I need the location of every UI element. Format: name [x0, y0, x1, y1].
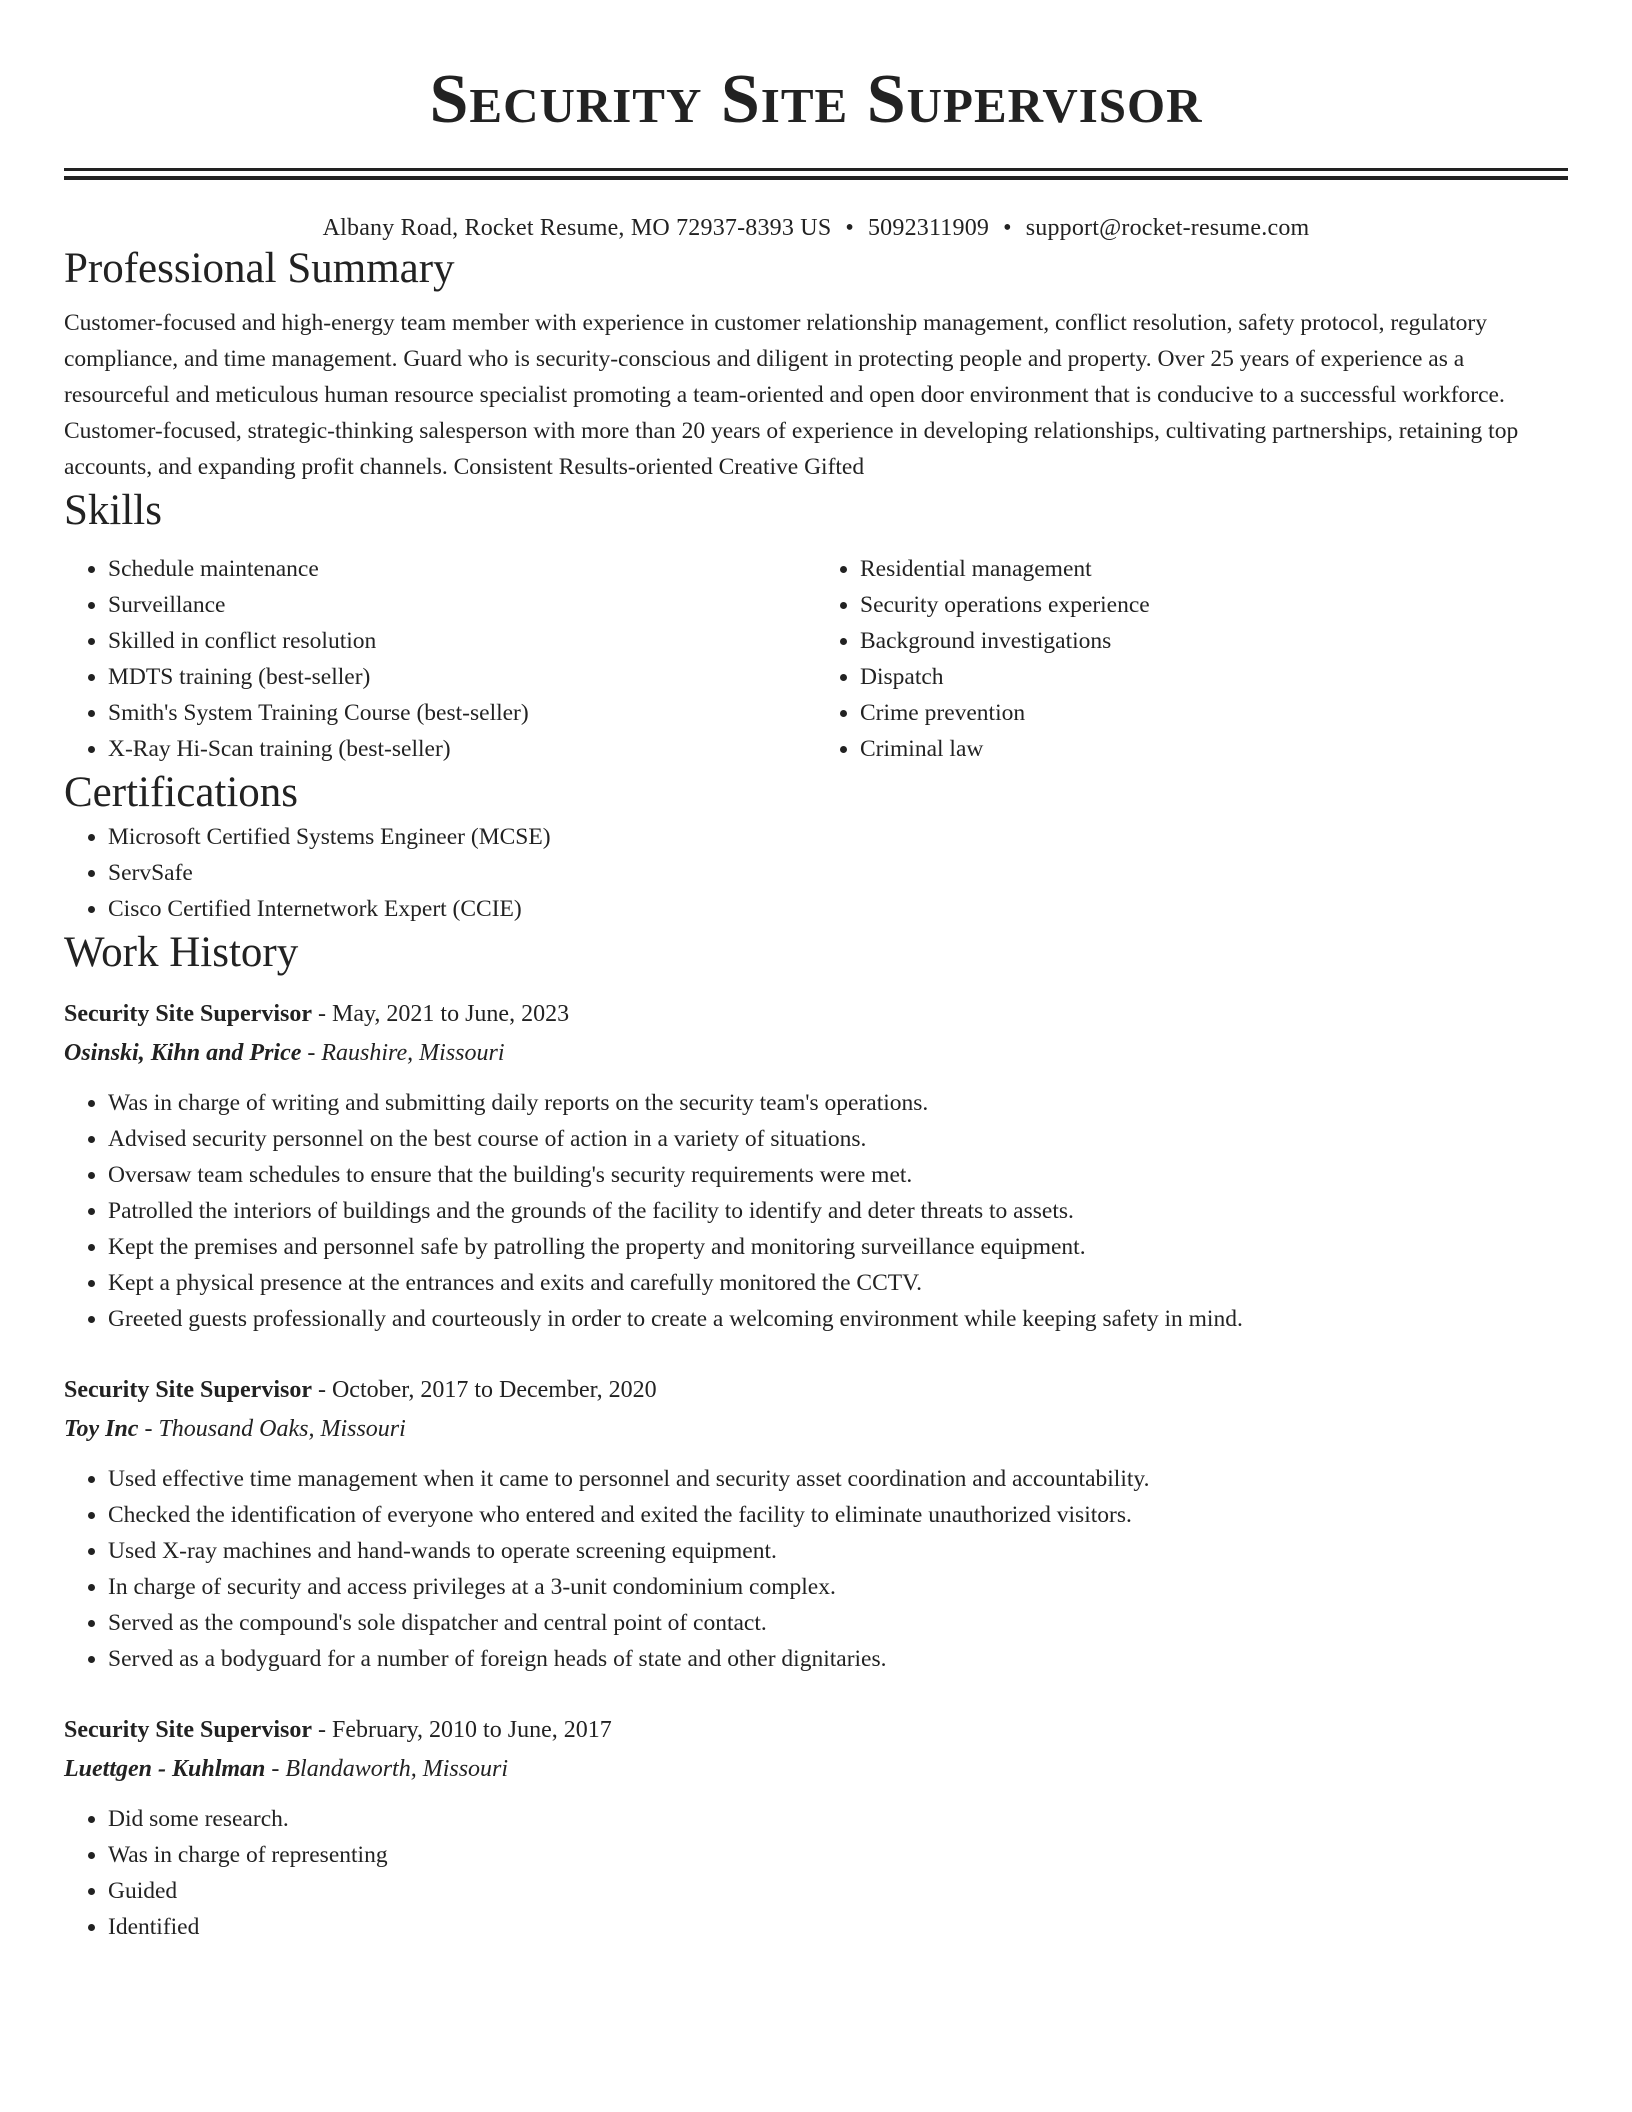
skill-item: • Schedule maintenance [108, 551, 816, 587]
job-duty: • Advised security personnel on the best course of action in a variety of situations. [108, 1121, 1568, 1157]
job-duty: • Patrolled the interiors of buildings and the grounds of the facility to identify and deter threats to assets. [108, 1193, 1568, 1229]
job-duty: • Oversaw team schedules to ensure that the building's security requirements were met. [108, 1157, 1568, 1193]
job-dates: - May, 2021 to June, 2023 [317, 1001, 570, 1027]
job-duty: • In charge of security and access privileges at a 3-unit condominium complex. [108, 1569, 1568, 1605]
job-dates: - February, 2010 to June, 2017 [317, 1717, 612, 1743]
job-entry [64, 1711, 1568, 1945]
summary-text: Customer-focused and high-energy team member with experience in customer relationship management, conflict resolution, safety protocol, regulatory compliance, and time management. Guard who is security-conscious and diligent in protecting people and property. Over 25 years of experience as a resourceful and meticulous human resource specialist promoting a team-oriented and open door environment that is conducive to a successful workforce. Customer-focused, strategic-thinking salesperson with more than 20 years of experience in developing relationships, cultivating partnerships, retaining top accounts, and expanding profit channels. Consistent Results-oriented Creative Gifted [64, 310, 1519, 480]
job-title: Security Site Supervisor [64, 1377, 312, 1403]
skill-item: • Smith's System Training Course (best-seller) [108, 695, 816, 731]
contact-separator: • [1003, 215, 1012, 241]
job-location: - Thousand Oaks, Missouri [144, 1416, 406, 1442]
job-duty: • Checked the identification of everyone who entered and exited the facility to eliminate unauthorized visitors. [108, 1497, 1568, 1533]
skill-item: • Skilled in conflict resolution [108, 623, 816, 659]
job-duty: • Used X-ray machines and hand-wands to operate screening equipment. [108, 1533, 1568, 1569]
job-duties-list [64, 1461, 1568, 1677]
job-duty: • Used effective time management when it came to personnel and security asset coordination and accountability. [108, 1461, 1568, 1497]
skills-list-left [64, 551, 816, 767]
job-duty: • Served as the compound's sole dispatcher and central point of contact. [108, 1605, 1568, 1641]
work-history-heading: Work History [64, 929, 299, 976]
skill-item: • X-Ray Hi-Scan training (best-seller) [108, 731, 816, 767]
skills-grid [64, 551, 1568, 767]
skill-item: • Background investigations [860, 623, 1568, 659]
contact-email: support@rocket-resume.com [1025, 215, 1310, 241]
job-location: - Raushire, Missouri [307, 1040, 505, 1066]
skills-heading: Skills [64, 487, 162, 534]
job-company: Luettgen - Kuhlman [64, 1756, 266, 1782]
job-entry [64, 995, 1568, 1337]
job-title-line [64, 1711, 1568, 1749]
skill-item: • MDTS training (best-seller) [108, 659, 816, 695]
job-entry [64, 1371, 1568, 1677]
skill-item: • Surveillance [108, 587, 816, 623]
job-company: Toy Inc [64, 1416, 139, 1442]
skill-item: • Security operations experience [860, 587, 1568, 623]
skill-item: • Crime prevention [860, 695, 1568, 731]
job-duty: • Greeted guests professionally and courteously in order to create a welcoming environment while keeping safety in mind. [108, 1301, 1568, 1337]
job-company-line [64, 1749, 1568, 1789]
job-location: - Blandaworth, Missouri [271, 1756, 509, 1782]
job-title: Security Site Supervisor [64, 1001, 312, 1027]
contact-separator: • [845, 215, 854, 241]
job-duty: • Kept the premises and personnel safe by patrolling the property and monitoring surveillance equipment. [108, 1229, 1568, 1265]
certifications-list [64, 819, 1568, 927]
job-dates: - October, 2017 to December, 2020 [317, 1377, 657, 1403]
certifications-heading: Certifications [64, 769, 299, 816]
skill-item: • Criminal law [860, 731, 1568, 767]
job-title-line [64, 995, 1568, 1033]
job-title-line [64, 1371, 1568, 1409]
skill-item: • Dispatch [860, 659, 1568, 695]
resume-title: Security Site Supervisor [429, 61, 1203, 138]
certification-item: • ServSafe [108, 855, 1568, 891]
job-duty: • Was in charge of representing [108, 1837, 1568, 1873]
summary-heading: Professional Summary [64, 245, 455, 292]
job-duty: • Identified [108, 1909, 1568, 1945]
job-company: Osinski, Kihn and Price [64, 1040, 302, 1066]
certification-item: • Cisco Certified Internetwork Expert (CCIE) [108, 891, 1568, 927]
contact-line [64, 213, 1568, 243]
job-company-line [64, 1409, 1568, 1449]
job-duty: • Guided [108, 1873, 1568, 1909]
job-duties-list [64, 1085, 1568, 1337]
certification-item: • Microsoft Certified Systems Engineer (MCSE) [108, 819, 1568, 855]
resume-page [64, 0, 1568, 1945]
skills-list-right [816, 551, 1568, 767]
job-duty: • Served as a bodyguard for a number of foreign heads of state and other dignitaries. [108, 1641, 1568, 1677]
contact-phone: 5092311909 [867, 215, 990, 241]
job-company-line [64, 1033, 1568, 1073]
job-duties-list [64, 1801, 1568, 1945]
contact-address: Albany Road, Rocket Resume, MO 72937-8393 US [322, 215, 832, 241]
skill-item: • Residential management [860, 551, 1568, 587]
job-duty: • Kept a physical presence at the entrances and exits and carefully monitored the CCTV. [108, 1265, 1568, 1301]
title-divider [64, 168, 1568, 180]
job-title: Security Site Supervisor [64, 1717, 312, 1743]
job-duty: • Did some research. [108, 1801, 1568, 1837]
job-duty: • Was in charge of writing and submitting daily reports on the security team's operations. [108, 1085, 1568, 1121]
